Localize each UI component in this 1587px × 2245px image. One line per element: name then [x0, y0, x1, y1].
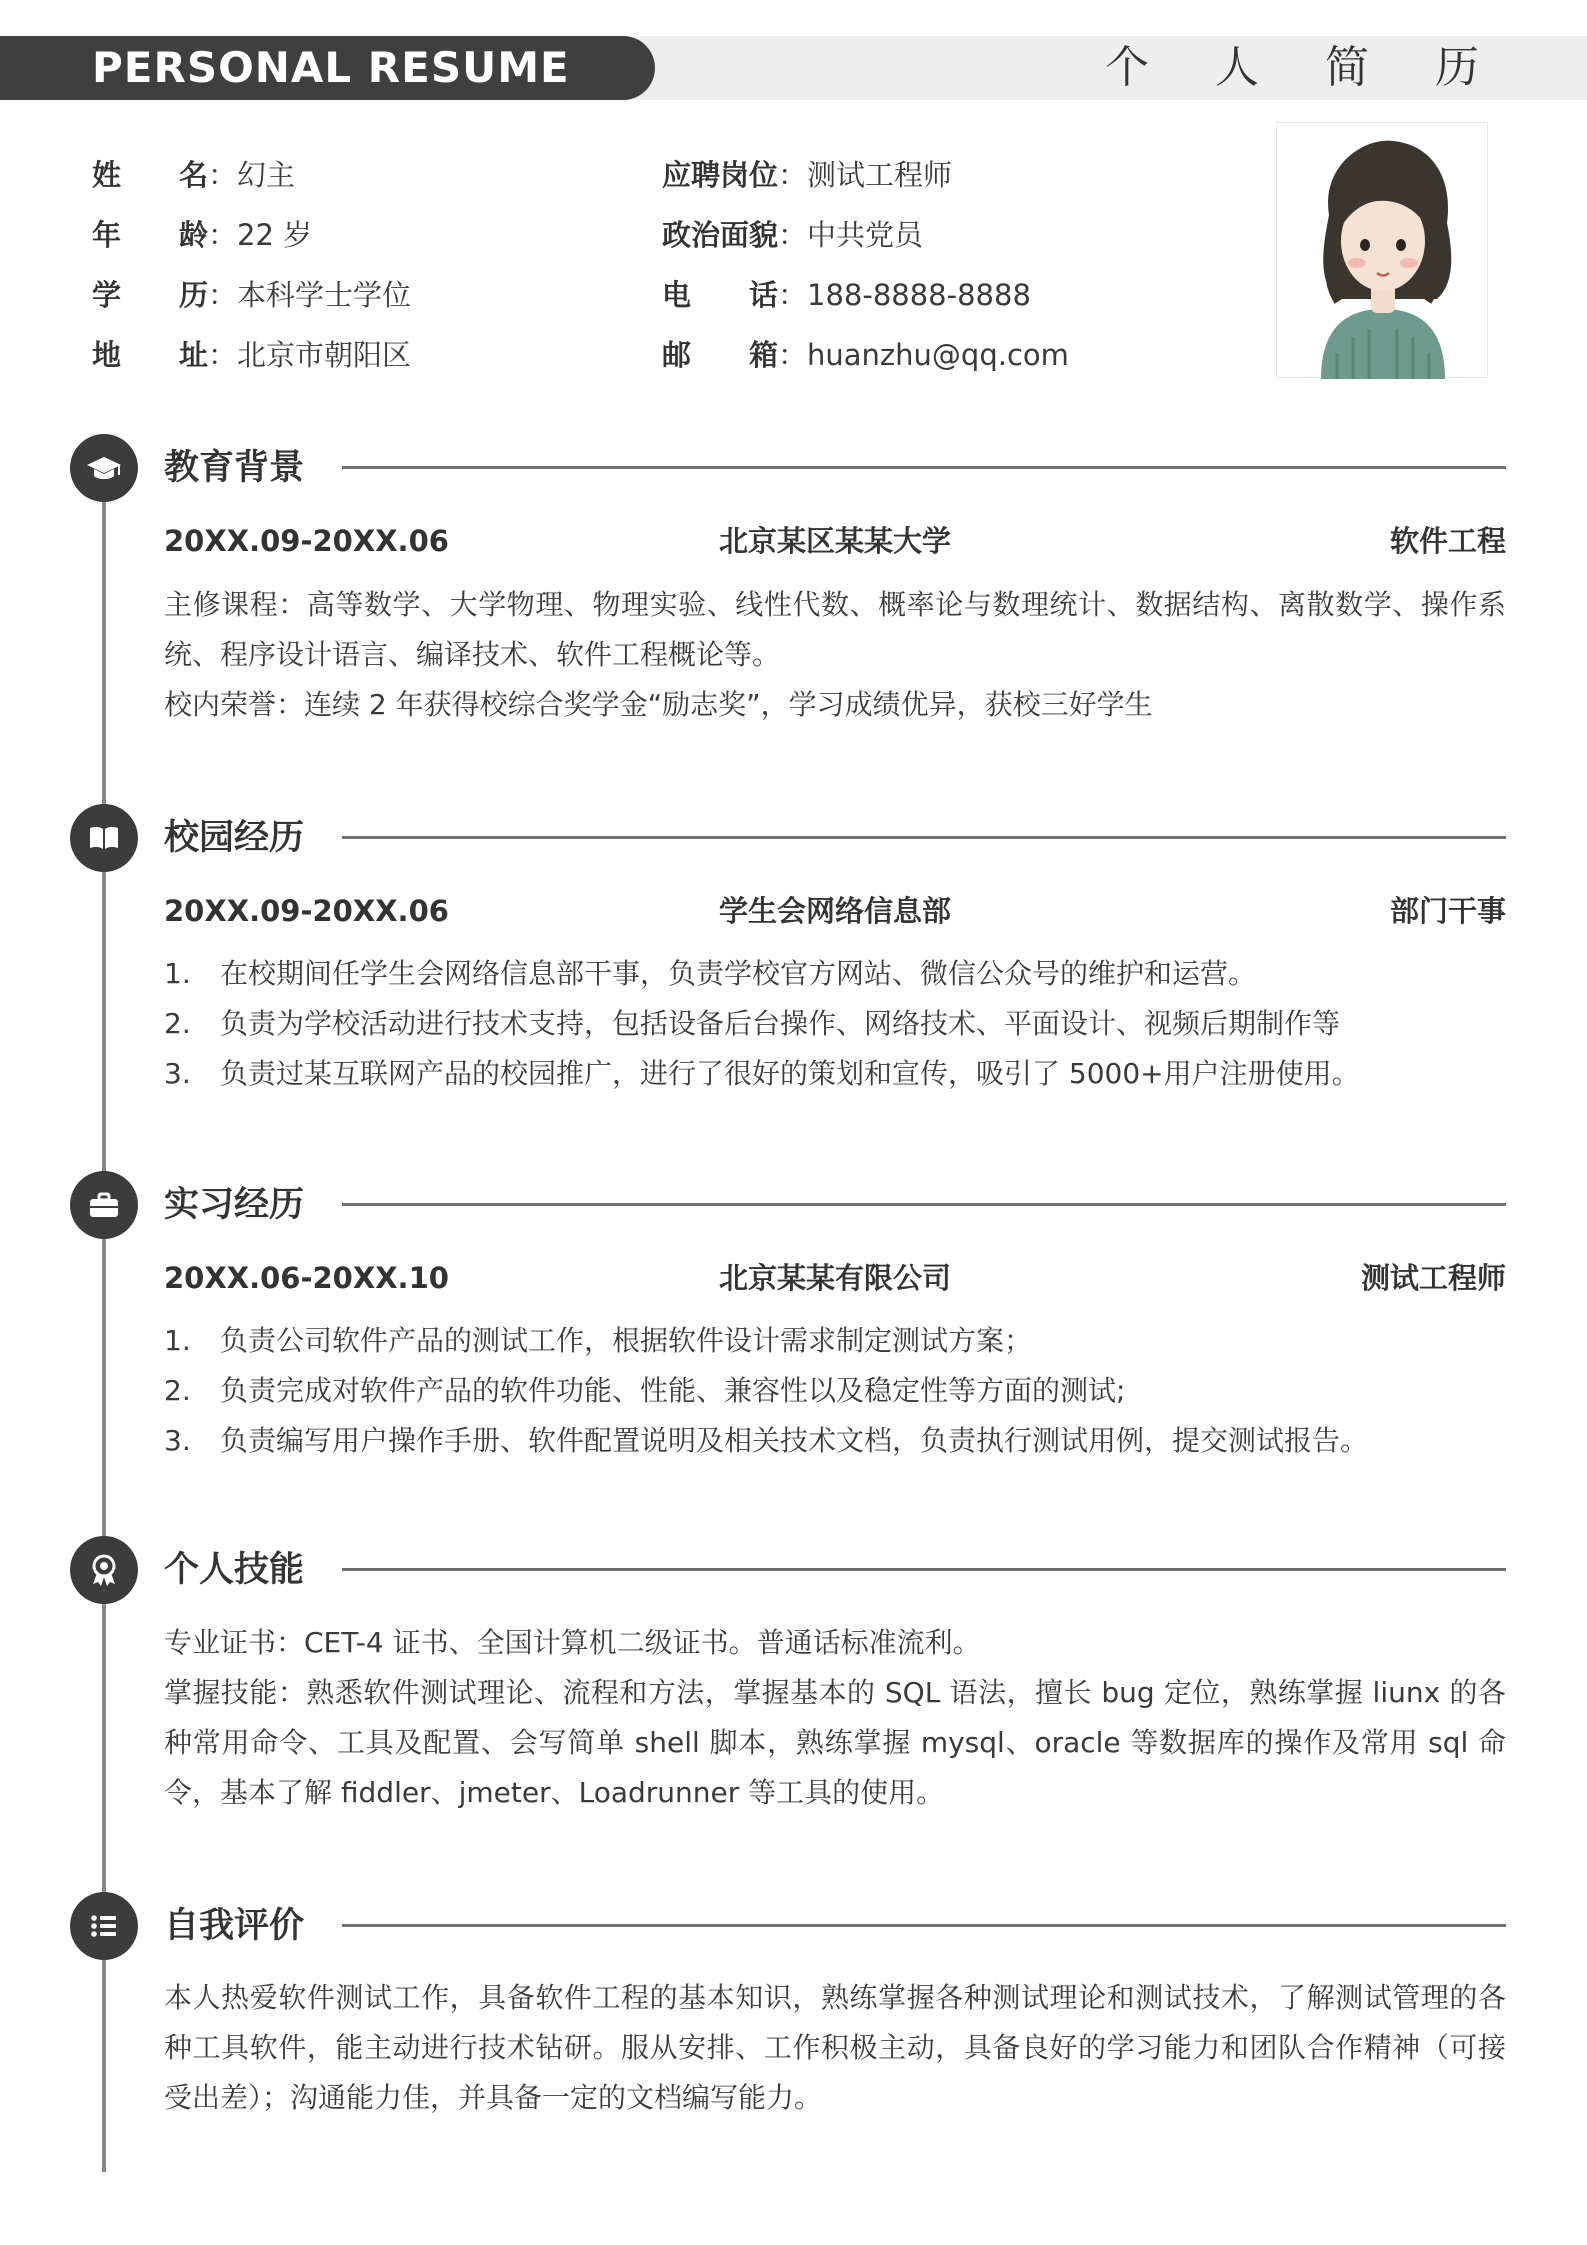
list-item: 2. 负责完成对软件产品的软件功能、性能、兼容性以及稳定性等方面的测试;	[164, 1374, 1126, 1407]
education-school: 北京某区某某大学	[718, 524, 951, 558]
info-name: 姓 名 ：幻主	[92, 155, 295, 195]
section-title-internship: 实习经历	[164, 1185, 305, 1225]
list-item: 1. 负责公司软件产品的测试工作，根据软件设计需求制定测试方案；	[164, 1324, 1033, 1357]
info-value-age: 22 岁	[237, 218, 313, 252]
list-icon	[70, 1892, 138, 1960]
list-item: 3. 负责过某互联网产品的校园推广，进行了很好的策划和宣传，吸引了 5000+用户注册使用。	[164, 1057, 1360, 1090]
info-phone: 电 话 ：188-8888-8888	[662, 275, 1031, 315]
award-icon	[70, 1536, 138, 1604]
info-label-name: 姓 名	[92, 158, 208, 192]
info-degree: 学 历 ：本科学士学位	[92, 275, 411, 315]
list-item: 3. 负责编写用户操作手册、软件配置说明及相关技术文档，负责执行测试用例，提交测试报告。	[164, 1424, 1369, 1457]
info-value-name: 幻主	[237, 158, 296, 192]
briefcase-icon	[70, 1171, 138, 1239]
info-label-political: 政治面貌	[662, 218, 779, 252]
education-major: 软件工程	[1389, 524, 1506, 558]
info-label-address: 地 址	[92, 338, 208, 372]
skills-certificates: 专业证书：CET-4 证书、全国计算机二级证书。普通话标准流利。	[164, 1626, 981, 1659]
section-title-skills: 个人技能	[164, 1550, 305, 1590]
info-value-degree: 本科学士学位	[237, 278, 412, 312]
list-item: 1. 在校期间任学生会网络信息部干事，负责学校官方网站、微信公众号的维护和运营。	[164, 957, 1257, 990]
graduation-cap-icon	[70, 434, 138, 502]
avatar-illustration	[1277, 123, 1489, 379]
section-title-education: 教育背景	[164, 448, 305, 488]
section-divider	[342, 1203, 1506, 1206]
campus-date: 20XX.09-20XX.06	[164, 894, 449, 928]
section-divider	[342, 836, 1506, 839]
campus-list	[164, 949, 1506, 1099]
section-title-self: 自我评价	[164, 1906, 305, 1946]
info-age: 年 龄 ：22 岁	[92, 215, 312, 255]
info-value-position: 测试工程师	[807, 158, 953, 192]
education-honors: 校内荣誉：连续 2 年获得校综合奖学金“励志奖”，学习成绩优异，获校三好学生	[164, 688, 1153, 721]
education-entry-header	[164, 521, 1506, 561]
internship-entry-header	[164, 1258, 1506, 1298]
info-value-political: 中共党员	[807, 218, 924, 252]
campus-entry-header	[164, 891, 1506, 931]
header-title-en: PERSONAL RESUME	[92, 43, 570, 92]
education-courses: 主修课程：高等数学、大学物理、物理实验、线性代数、概率论与数理统计、数据结构、离散数学、操作系统、程序设计语言、编译技术、软件工程概论等。	[164, 588, 1506, 671]
campus-org: 学生会网络信息部	[718, 894, 951, 928]
info-position: 应聘岗位：测试工程师	[662, 155, 952, 195]
info-label-age: 年 龄	[92, 218, 208, 252]
profile-photo	[1276, 122, 1488, 378]
info-email: 邮 箱 ：huanzhu@qq.com	[662, 335, 1069, 375]
internship-role: 测试工程师	[1360, 1261, 1506, 1295]
internship-list	[164, 1316, 1506, 1466]
list-item: 2. 负责为学校活动进行技术支持，包括设备后台操作、网络技术、平面设计、视频后期制作等	[164, 1007, 1341, 1040]
info-label-degree: 学 历	[92, 278, 208, 312]
campus-role: 部门干事	[1389, 894, 1506, 928]
header-title-cn: 个 人 简 历	[1105, 42, 1505, 93]
section-divider	[342, 466, 1506, 469]
section-divider	[342, 1924, 1506, 1927]
info-value-email: huanzhu@qq.com	[807, 338, 1069, 372]
section-title-campus: 校园经历	[164, 818, 305, 858]
info-address: 地 址 ：北京市朝阳区	[92, 335, 411, 375]
info-political: 政治面貌：中共党员	[662, 215, 923, 255]
book-icon	[70, 804, 138, 872]
education-date: 20XX.09-20XX.06	[164, 524, 449, 558]
internship-company: 北京某某有限公司	[718, 1261, 951, 1295]
info-label-phone: 电 话	[662, 278, 778, 312]
info-value-phone: 188-8888-8888	[807, 278, 1031, 312]
skills-abilities: 掌握技能：熟悉软件测试理论、流程和方法，掌握基本的 SQL 语法，擅长 bug 定位，熟练掌握 liunx 的各种常用命令、工具及配置、会写简单 shell 脚本，熟练掌握 mysql、oracle 等数据库的操作及常用 sql 命令，基本了解 fiddler、jmeter、Loadrunner 等工具的使用。	[164, 1676, 1506, 1809]
info-label-position: 应聘岗位	[662, 158, 779, 192]
internship-date: 20XX.06-20XX.10	[164, 1261, 449, 1295]
self-evaluation-text: 本人热爱软件测试工作，具备软件工程的基本知识，熟练掌握各种测试理论和测试技术，了解测试管理的各种工具软件，能主动进行技术钻研。服从安排、工作积极主动，具备良好的学习能力和团队合作精神（可接受出差）；沟通能力佳，并具备一定的文档编写能力。	[164, 1981, 1506, 2114]
section-divider	[342, 1568, 1506, 1571]
info-value-address: 北京市朝阳区	[237, 338, 412, 372]
info-label-email: 邮 箱	[662, 338, 778, 372]
